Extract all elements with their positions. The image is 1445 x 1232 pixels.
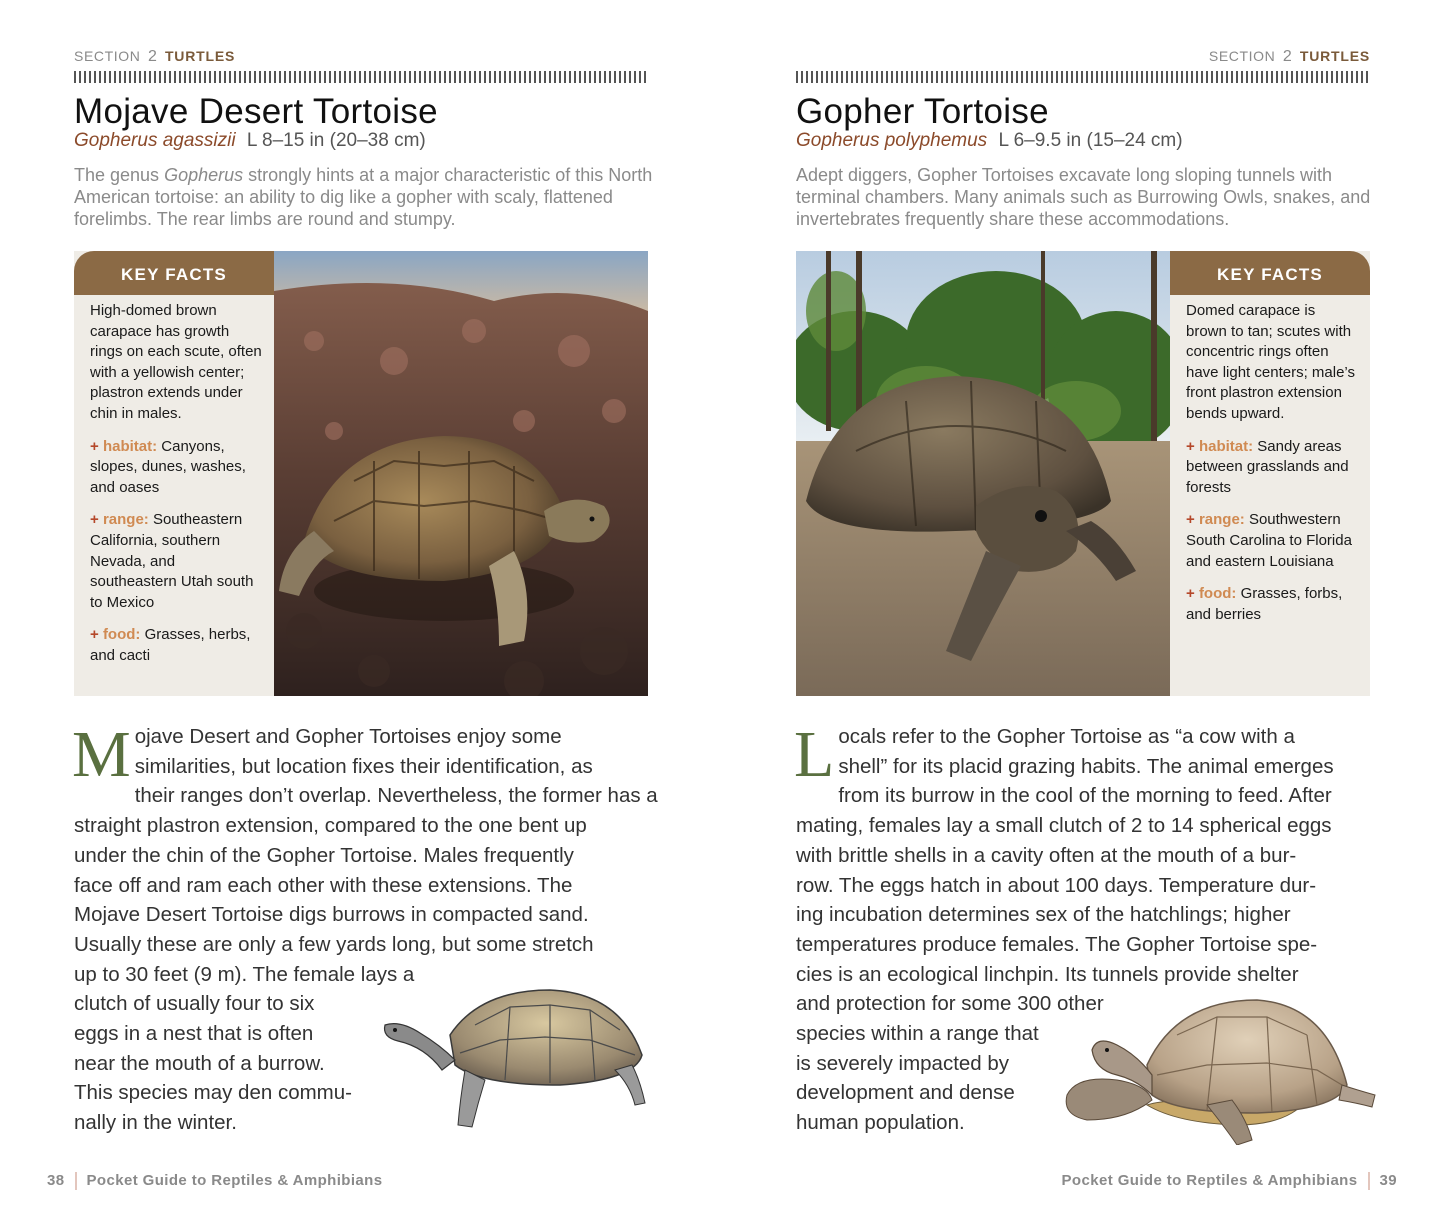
page-footer <box>1062 1172 1397 1190</box>
species-subtitle <box>796 130 1183 152</box>
book-title: Pocket Guide to Reptiles & Amphibians <box>1061 1172 1358 1189</box>
species-title: Mojave Desert Tortoise <box>74 92 438 131</box>
gopher-tortoise-photo <box>796 251 1170 696</box>
fact-value: Canyons, slopes, dunes, washes, and oases <box>90 437 246 496</box>
key-facts-box <box>1170 251 1370 696</box>
drop-cap: L <box>794 718 835 791</box>
mojave-tortoise-illustration <box>380 985 650 1135</box>
species-subtitle <box>74 130 426 152</box>
scientific-name: Gopherus polyphemus <box>796 130 988 151</box>
fact-label: habitat: <box>102 437 158 455</box>
species-title: Gopher Tortoise <box>796 92 1049 131</box>
intro-text-cont: strongly hints at a major characteristic of this North American tortoise: an ability to dig like a gopher with scaly, flattened forelimbs. The rear limbs are round and stumpy. <box>74 165 653 229</box>
fact-value: Southwestern South Carolina to Florida and eastern Louisiana <box>1186 511 1352 570</box>
page-number: 38 <box>47 1172 65 1189</box>
section-header <box>1209 48 1370 66</box>
left-page <box>0 0 722 1232</box>
footer-divider <box>75 1172 77 1190</box>
right-page <box>722 0 1445 1232</box>
species-length: L 6–9.5 in (15–24 cm) <box>998 130 1183 151</box>
fact-label: range: <box>1198 511 1245 529</box>
body-line: nally in the winter. <box>74 1111 237 1135</box>
intro-text: Adept diggers, Gopher Tortoises excavate long sloping tunnels with terminal chambers. Many animals such as Burrowing Owls, snakes, and invertebrates frequently share these accommodations. <box>796 165 1371 229</box>
body-line: near the mouth of a burrow. <box>74 1051 325 1075</box>
plus-icon: + <box>90 626 103 644</box>
body-line: cies is an ecological linchpin. Its tunnels provide shelter <box>796 962 1299 986</box>
page-footer <box>47 1172 382 1190</box>
tortoise-illustration-icon <box>380 985 650 1135</box>
key-facts-description: High-domed brown carapace has growth rings on each scute, often with a yellowish center; plastron extends under chin in males. <box>90 302 262 422</box>
section-label: SECTION <box>1208 48 1276 64</box>
book-title: Pocket Guide to Reptiles & Amphibians <box>86 1172 383 1189</box>
fact-food <box>90 625 264 666</box>
fact-range <box>1186 510 1360 572</box>
fact-food <box>1186 584 1360 625</box>
fact-label: habitat: <box>1198 437 1254 455</box>
plus-icon: + <box>90 511 103 529</box>
tick-divider <box>796 71 1370 83</box>
section-name: TURTLES <box>1299 48 1370 64</box>
body-line: similarities, but location fixes their identification, as <box>134 754 593 778</box>
plus-icon: + <box>1186 511 1199 529</box>
photo-image <box>274 251 648 696</box>
fact-habitat <box>90 437 264 499</box>
body-line: under the chin of the Gopher Tortoise. Males frequently <box>74 843 574 867</box>
fact-label: food: <box>1198 585 1237 603</box>
body-line: species within a range that <box>796 1022 1039 1046</box>
fact-range <box>90 510 264 613</box>
body-line: their ranges don’t overlap. Nevertheless, the former has a <box>134 784 658 808</box>
feature-block <box>74 251 648 696</box>
section-number: 2 <box>147 48 158 65</box>
section-header <box>74 48 235 66</box>
section-label: SECTION <box>74 48 141 64</box>
body-line: clutch of usually four to six <box>74 992 315 1016</box>
body-line: human population. <box>796 1111 965 1135</box>
body-line: face off and ram each other with these extensions. The <box>74 873 573 897</box>
body-line: Usually these are only a few yards long, but some stretch <box>74 932 594 956</box>
body-line: ojave Desert and Gopher Tortoises enjoy some <box>134 725 562 748</box>
fact-value: Sandy areas between grasslands and forests <box>1186 437 1349 496</box>
intro-paragraph <box>74 164 654 230</box>
plus-icon: + <box>1186 437 1199 455</box>
body-line: This species may den commu- <box>74 1081 352 1105</box>
key-facts-heading: KEY FACTS <box>1170 251 1370 295</box>
fact-label: range: <box>102 511 149 529</box>
fact-habitat <box>1186 437 1360 499</box>
body-line: ocals refer to the Gopher Tortoise as “a cow with a <box>838 725 1295 748</box>
body-line: temperatures produce females. The Gopher Tortoise spe- <box>796 932 1318 956</box>
body-line: from its burrow in the cool of the morning to feed. After <box>838 784 1332 808</box>
fact-label: food: <box>102 626 141 644</box>
key-facts-box <box>74 251 274 696</box>
intro-italic: Gopherus <box>164 165 244 185</box>
plus-icon: + <box>1186 585 1199 603</box>
footer-divider <box>1368 1172 1370 1190</box>
tortoise-illustration-icon <box>1057 995 1377 1145</box>
page-number: 39 <box>1379 1172 1397 1189</box>
body-line: development and dense <box>796 1081 1015 1105</box>
body-line: shell” for its placid grazing habits. The animal emerges <box>838 754 1334 778</box>
key-facts-body <box>1170 295 1370 625</box>
key-facts-description: Domed carapace is brown to tan; scutes with concentric rings often have light centers; male’s front plastron extension bends upward. <box>1186 302 1355 422</box>
body-line: row. The eggs hatch in about 100 days. Temperature dur- <box>796 873 1317 897</box>
key-facts-heading: KEY FACTS <box>74 251 274 295</box>
body-line: up to 30 feet (9 m). The female lays a <box>74 962 415 986</box>
tick-divider <box>74 71 648 83</box>
fact-value: Grasses, herbs, and cacti <box>90 626 251 664</box>
body-line: ing incubation determines sex of the hatchlings; higher <box>796 903 1291 927</box>
body-line: with brittle shells in a cavity often at the mouth of a bur- <box>796 843 1297 867</box>
intro-text: The genus <box>74 165 165 185</box>
body-line: mating, females lay a small clutch of 2 to 14 spherical eggs <box>796 814 1332 838</box>
body-line: eggs in a nest that is often <box>74 1022 314 1046</box>
fact-value: Southeastern California, southern Nevada, and southeastern Utah south to Mexico <box>90 511 254 611</box>
mojave-tortoise-photo <box>274 251 648 696</box>
section-number: 2 <box>1282 48 1293 65</box>
photo-image <box>796 251 1170 696</box>
scientific-name: Gopherus agassizii <box>74 130 236 151</box>
plus-icon: + <box>90 437 103 455</box>
fact-value: Grasses, forbs, and berries <box>1186 585 1343 623</box>
species-length: L 8–15 in (20–38 cm) <box>246 130 426 151</box>
intro-paragraph <box>796 164 1376 230</box>
body-line: and protection for some 300 other <box>796 992 1104 1016</box>
feature-block <box>796 251 1370 696</box>
body-line: straight plastron extension, compared to the one bent up <box>74 814 587 838</box>
body-line: Mojave Desert Tortoise digs burrows in compacted sand. <box>74 903 589 927</box>
section-name: TURTLES <box>164 48 236 64</box>
key-facts-body <box>74 295 274 667</box>
drop-cap: M <box>72 718 131 791</box>
gopher-tortoise-illustration <box>1057 995 1377 1145</box>
body-line: is severely impacted by <box>796 1051 1010 1075</box>
